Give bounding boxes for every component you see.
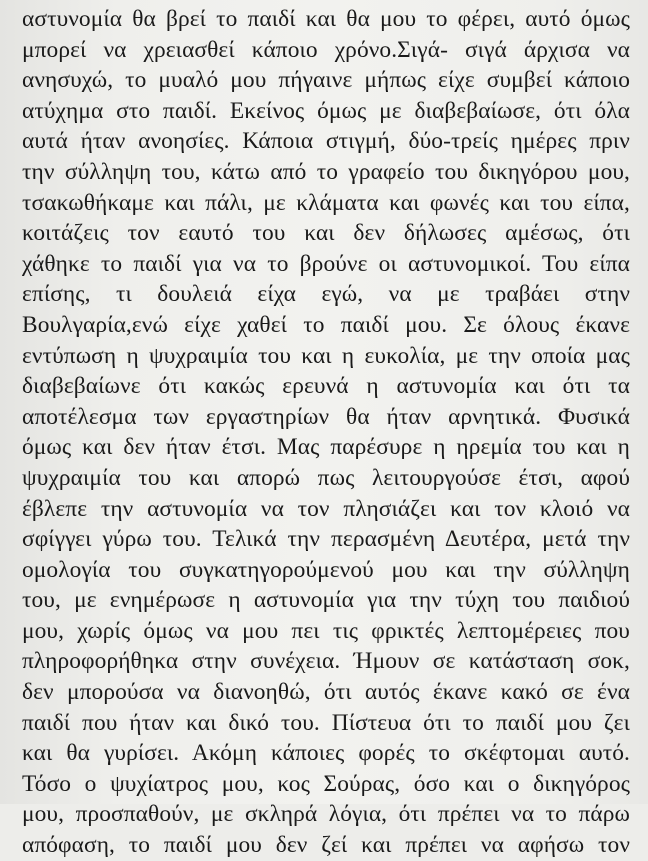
text-line: Βουλγαρία,ενώ είχε χαθεί το παιδί μου. Σε όλους έκανε bbox=[22, 311, 630, 338]
text-line: μου, χωρίς όμως να μου πει τις φρικτές λεπτομέρειες που bbox=[22, 617, 630, 644]
text-line: απόφαση, το παιδί μου δεν ζεί και πρέπει να αφήσω τον bbox=[22, 832, 630, 859]
text-line: ατύχημα στο παιδί. Εκείνος όμως με διαβεβαίωσε, ότι όλα bbox=[22, 97, 630, 124]
text-line: του, με ενημέρωσε η αστυνομία για την τύχη του παιδιού bbox=[22, 587, 630, 614]
text-line: και θα γυρίσει. Ακόμη κάποιες φορές το σκέφτομαι αυτό. bbox=[22, 740, 630, 767]
text-line: πληροφορήθηκα στην συνέχεια. Ήμουν σε κατάσταση σοκ, bbox=[22, 648, 630, 675]
text-line: αυτά ήταν ανοησίες. Κάποια στιγμή, δύο-τρείς ημέρες πριν bbox=[22, 128, 630, 155]
text-line: διαβεβαίωνε ότι κακώς ερευνά η αστυνομία και ότι τα bbox=[22, 373, 630, 400]
text-line: εντύπωση η ψυχραιμία του και η ευκολία, με την οποία μας bbox=[22, 342, 630, 369]
text-line: μπορεί να χρειασθεί κάποιο χρόνο.Σιγά- σιγά άρχισα να bbox=[22, 36, 630, 63]
text-line: ανησυχώ, το μυαλό μου πήγαινε μήπως είχε συμβεί κάποιο bbox=[22, 67, 630, 94]
text-line: ομολογία του συγκατηγορούμενού μου και την σύλληψη bbox=[22, 556, 630, 583]
text-line: την σύλληψη του, κάτω από το γραφείο του δικηγόρου μου, bbox=[22, 158, 630, 185]
body-text bbox=[22, 4, 630, 861]
text-line: χάθηκε το παιδί για να το βρούνε οι αστυνομικοί. Του είπα bbox=[22, 250, 630, 277]
text-line: μου, προσπαθούν, με σκληρά λόγια, ότι πρέπει να το πάρω bbox=[22, 801, 630, 828]
text-line: δεν μπορούσα να διανοηθώ, ότι αυτός έκανε κακό σε ένα bbox=[22, 679, 630, 706]
text-line: ψυχραιμία του και απορώ πως λειτουργούσε έτσι, αφού bbox=[22, 464, 630, 491]
text-line: Τόσο ο ψυχίατρος μου, κος Σούρας, όσο και ο δικηγόρος bbox=[22, 770, 630, 797]
text-line: αστυνομία θα βρεί το παιδί και θα μου το φέρει, αυτό όμως bbox=[22, 6, 630, 32]
text-line: κοιτάζεις τον εαυτό του και δεν δήλωσες αμέσως, ότι bbox=[22, 220, 630, 247]
text-line: όμως και δεν ήταν έτσι. Μας παρέσυρε η ηρεμία του και η bbox=[22, 434, 630, 461]
text-line: παιδί που ήταν και δικό του. Πίστευα ότι το παιδί μου ζει bbox=[22, 709, 630, 736]
text-line: σφίγγει γύρω του. Τελικά την περασμένη Δευτέρα, μετά την bbox=[22, 526, 630, 553]
text-line: αποτέλεσμα των εργαστηρίων θα ήταν αρνητικά. Φυσικά bbox=[22, 403, 630, 430]
text-line: τσακωθήκαμε και πάλι, με κλάματα και φωνές και του είπα, bbox=[22, 189, 630, 216]
text-line: έβλεπε την αστυνομία να τον πλησιάζει και τον κλοιό να bbox=[22, 495, 630, 522]
text-line: επίσης, τι δουλειά είχα εγώ, να με τραβάει στην bbox=[22, 281, 630, 308]
